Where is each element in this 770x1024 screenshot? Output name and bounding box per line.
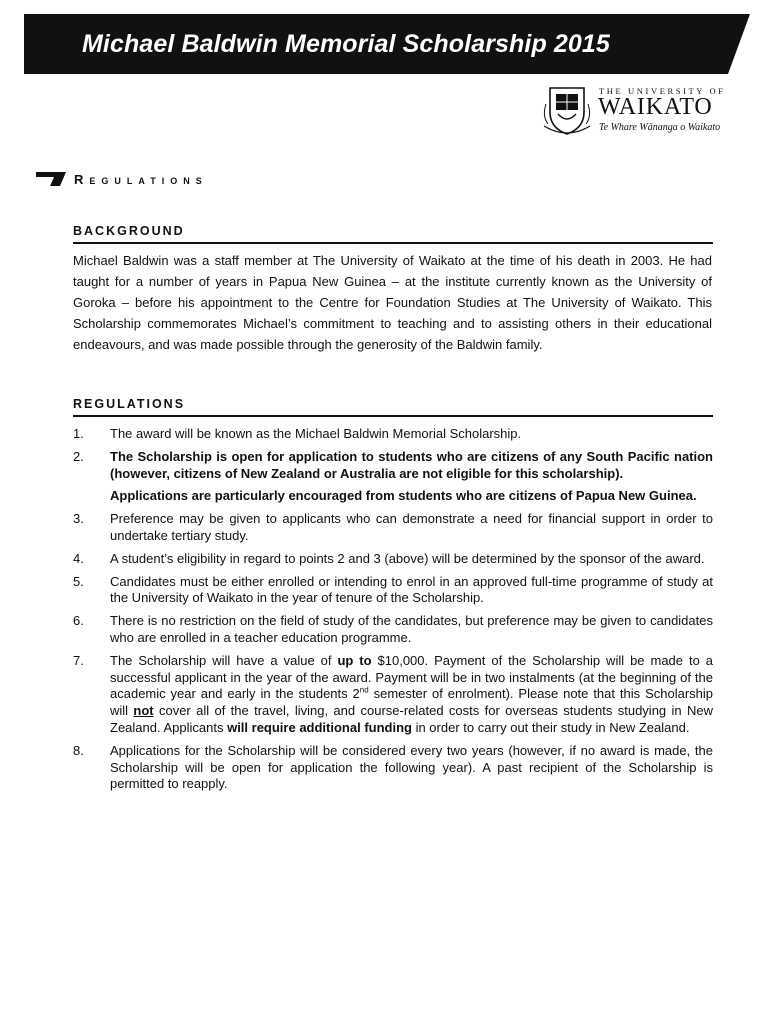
list-item [73, 574, 713, 608]
logo-line-1: THE UNIVERSITY OF [599, 86, 726, 96]
document-title: Michael Baldwin Memorial Scholarship 2015 [82, 30, 610, 58]
item-number: 3. [73, 511, 84, 527]
item-text: Candidates must be either enrolled or intending to enrol in an approved full-time programme of study at the University of Waikato in the year of tenure of the Scholarship. [110, 573, 713, 606]
list-item [73, 743, 713, 793]
item-text: The Scholarship is open for application to students who are citizens of any South Pacific nation (however, citizens of New Zealand or Australia are not eligible for this scholarship). [110, 448, 713, 481]
item-number: 1. [73, 426, 84, 441]
item-subtext: Applications are particularly encouraged from students who are citizens of Papua New Guinea. [110, 488, 697, 504]
list-item [73, 613, 713, 647]
crest-icon [542, 84, 592, 138]
item-number: 6. [73, 613, 84, 629]
logo-maori-name: Te Whare Wānanga o Waikato [599, 122, 721, 133]
page-heading-text: Regulations [74, 172, 208, 187]
regulations-heading: REGULATIONS [73, 397, 713, 417]
item-text-part: cover all of the travel, living, and course-related costs for overseas students studying in New Zealand. Applicants [110, 703, 713, 735]
university-logo [542, 84, 732, 138]
item-text-part: semester of enrolment). Please note that this Scholarship will [110, 686, 713, 719]
item-text [110, 653, 713, 737]
list-item [73, 426, 713, 443]
item-text: There is no restriction on the field of study of the candidates, but preference may be given to candidates who are enrolled in a teacher education programme. [110, 613, 713, 645]
list-item [73, 511, 713, 545]
item-text-part: The Scholarship will have a value of [110, 652, 338, 668]
regulations-list [73, 426, 713, 799]
item-text-superscript: nd [359, 686, 369, 696]
background-paragraph: Michael Baldwin was a staff member at The University of Waikato at the time of his death in 2003. He had taught for a number of years in Papua New Guinea – at the institute currently known as the University of Goroka – before his appointment to the Centre for Foundation Studies at The University of Waikato. This Scholarship commemorates Michael’s commitment to teaching and to assisting others in their educational endeavours, and was made possible through the generosity of the Baldwin family. [73, 253, 712, 352]
item-text-part: $10,000. Payment of the Scholarship will be made to a successful applicant in the year of the award. Payment will be in two instalments (at the beginning of the academic year and early in the students 2 [110, 652, 714, 702]
arrow-mark-icon [36, 172, 66, 186]
item-text-bold-underline: not [133, 703, 154, 719]
logo-university-name: WAIKATO [598, 94, 713, 120]
item-text: Preference may be given to applicants who can demonstrate a need for financial support in order to undertake tertiary study. [110, 511, 713, 543]
list-item [73, 653, 713, 737]
item-text-bold: will require additional funding [227, 719, 412, 735]
item-number: 7. [73, 652, 84, 668]
title-banner [24, 14, 750, 74]
item-text: The award will be known as the Michael Baldwin Memorial Scholarship. [110, 426, 522, 441]
item-number: 2. [73, 448, 84, 464]
background-heading: BACKGROUND [73, 224, 713, 244]
list-item [73, 449, 713, 505]
item-text-bold: up to [337, 652, 372, 668]
item-text: Applications for the Scholarship will be considered every two years (however, if no award is made, the Scholarship will be open for application the following year). A past recipient of the Scholarship is permitted to reapply. [110, 742, 713, 792]
item-text: A student’s eligibility in regard to points 2 and 3 (above) will be determined by the sponsor of the award. [110, 550, 705, 566]
item-number: 4. [73, 550, 84, 566]
item-number: 5. [73, 573, 84, 589]
item-number: 8. [73, 742, 84, 758]
item-text-part: in order to carry out their study in New Zealand. [411, 719, 690, 735]
list-item [73, 551, 713, 568]
